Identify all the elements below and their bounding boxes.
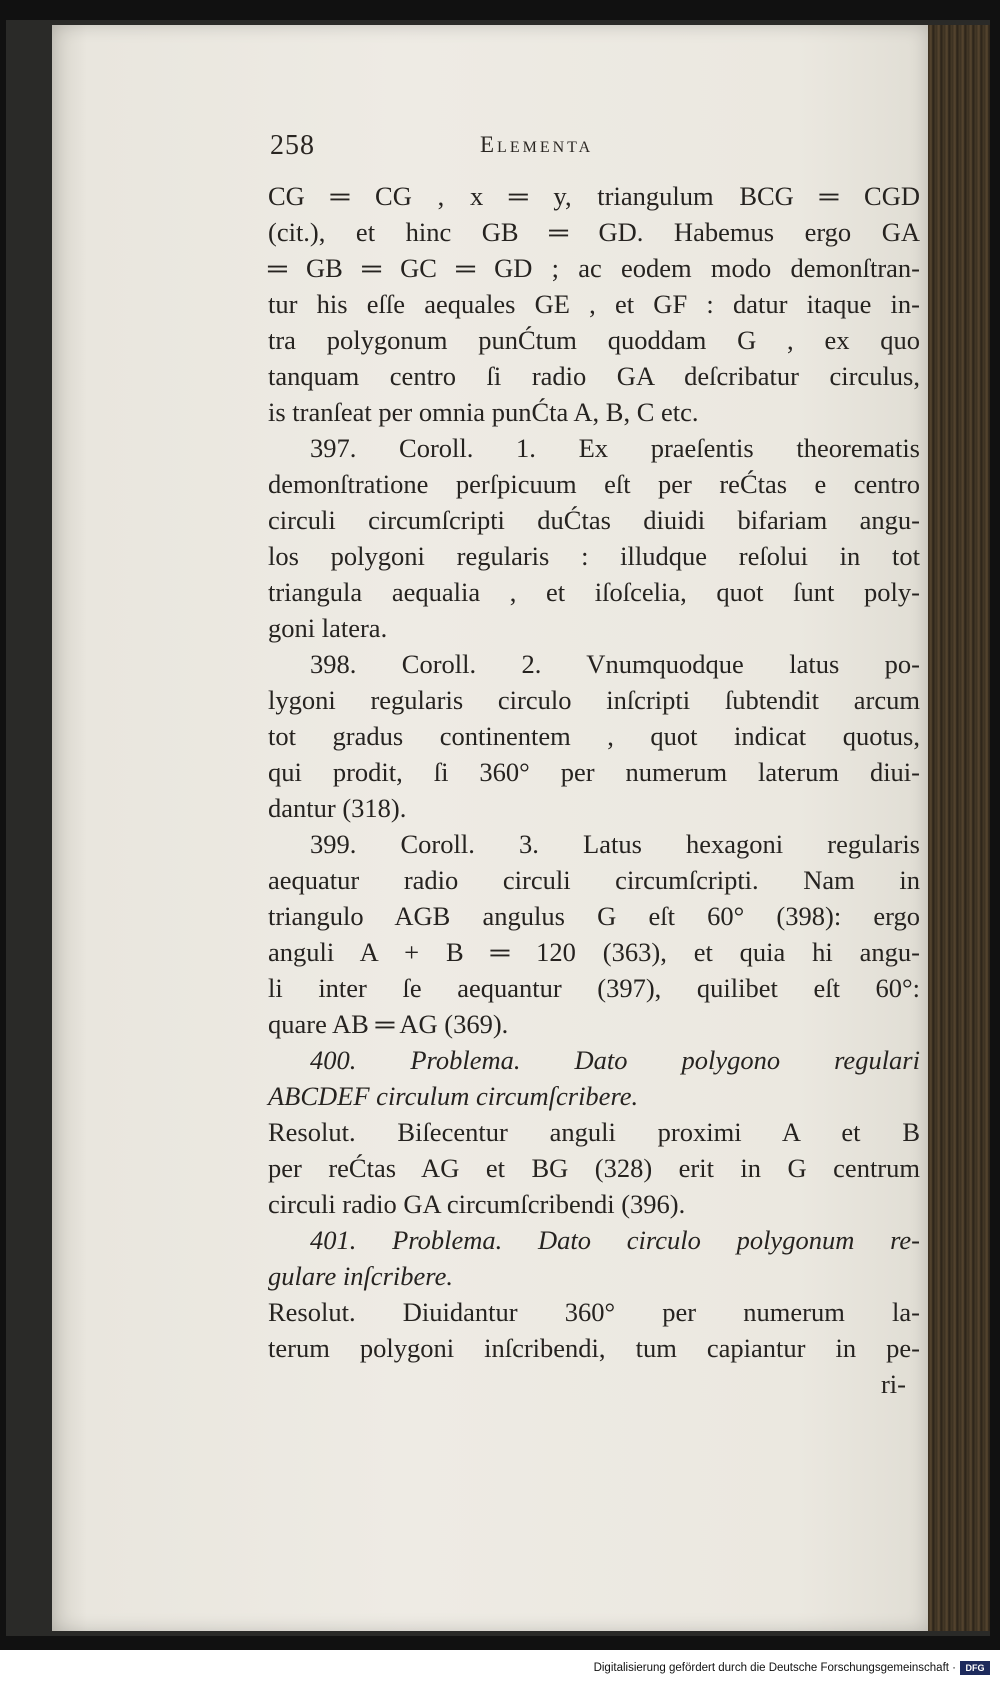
text-line: terum polygoni inſcribendi, tum capiantur in pe-	[268, 1333, 920, 1363]
dfg-logo-icon: DFG	[960, 1661, 990, 1675]
text-line: tra polygonum punĆtum quoddam G , ex quo	[268, 325, 920, 355]
text-line: tot gradus continentem , quot indicat quotus,	[268, 721, 920, 751]
problem-400-heading: 400. Problema. Dato polygono regulari	[310, 1045, 920, 1075]
text-line: triangula aequalia , et iſoſcelia, quot ſunt poly-	[268, 577, 920, 607]
corollary-399-heading: 399. Coroll. 3. Latus hexagoni regularis	[310, 829, 920, 859]
text-line: per reĆtas AG et BG (328) erit in G centrum	[268, 1153, 920, 1183]
text-line: gulare inſcribere.	[268, 1261, 453, 1291]
corollary-397-heading: 397. Coroll. 1. Ex praeſentis theorematis	[310, 433, 920, 463]
text-line: qui prodit, ſi 360° per numerum laterum diui-	[268, 757, 920, 787]
page-text	[268, 178, 920, 1402]
text-line: ═ GB ═ GC ═ GD ; ac eodem modo demonſtran-	[268, 253, 920, 283]
text-line: ABCDEF circulum circumſcribere.	[268, 1081, 639, 1111]
text-line: tanquam centro ſi radio GA deſcribatur circulus,	[268, 361, 920, 391]
text-line: CG ═ CG , x ═ y, triangulum BCG ═ CGD	[268, 181, 920, 211]
text-line: triangulo AGB angulus G eſt 60° (398): ergo	[268, 901, 920, 931]
resolution-heading: Resolut. Diuidantur 360° per numerum la-	[268, 1297, 920, 1327]
footer-credit: Digitalisierung gefördert durch die Deutsche Forschungsgemeinschaft ·	[593, 1662, 956, 1674]
text-line: los polygoni regularis : illudque reſolui in tot	[268, 541, 920, 571]
running-title: Elementa	[480, 132, 594, 157]
digitization-footer	[0, 1652, 1000, 1687]
text-line: anguli A + B ═ 120 (363), et quia hi angu-	[268, 937, 920, 967]
corollary-398-heading: 398. Coroll. 2. Vnumquodque latus po-	[310, 649, 920, 679]
text-line: tur his eſſe aequales GE , et GF : datur itaque in-	[268, 289, 920, 319]
text-line: demonſtratione perſpicuum eſt per reĆtas e centro	[268, 469, 920, 499]
text-line: is tranſeat per omnia punĆta A, B, C etc.	[268, 397, 699, 427]
text-line: aequatur radio circuli circumſcripti. Nam in	[268, 865, 920, 895]
text-line: lygoni regularis circulo inſcripti ſubtendit arcum	[268, 685, 920, 715]
text-line: dantur (318).	[268, 793, 407, 823]
catchword: ri-	[880, 1369, 906, 1399]
text-line: quare AB ═ AG (369).	[268, 1009, 509, 1039]
text-line: li inter ſe aequantur (397), quilibet eſt 60°:	[268, 973, 920, 1003]
text-line: circuli circumſcripti duĆtas diuidi bifariam angu-	[268, 505, 920, 535]
problem-401-heading: 401. Problema. Dato circulo polygonum re-	[310, 1225, 920, 1255]
running-head	[270, 122, 910, 162]
text-line: (cit.), et hinc GB ═ GD. Habemus ergo GA	[268, 217, 920, 247]
resolution-heading: Resolut. Biſecentur anguli proximi A et B	[268, 1117, 920, 1147]
text-line: goni latera.	[268, 613, 388, 643]
page-fore-edge	[928, 25, 990, 1631]
page-number: 258	[270, 130, 315, 161]
text-line: circuli radio GA circumſcribendi (396).	[268, 1189, 686, 1219]
